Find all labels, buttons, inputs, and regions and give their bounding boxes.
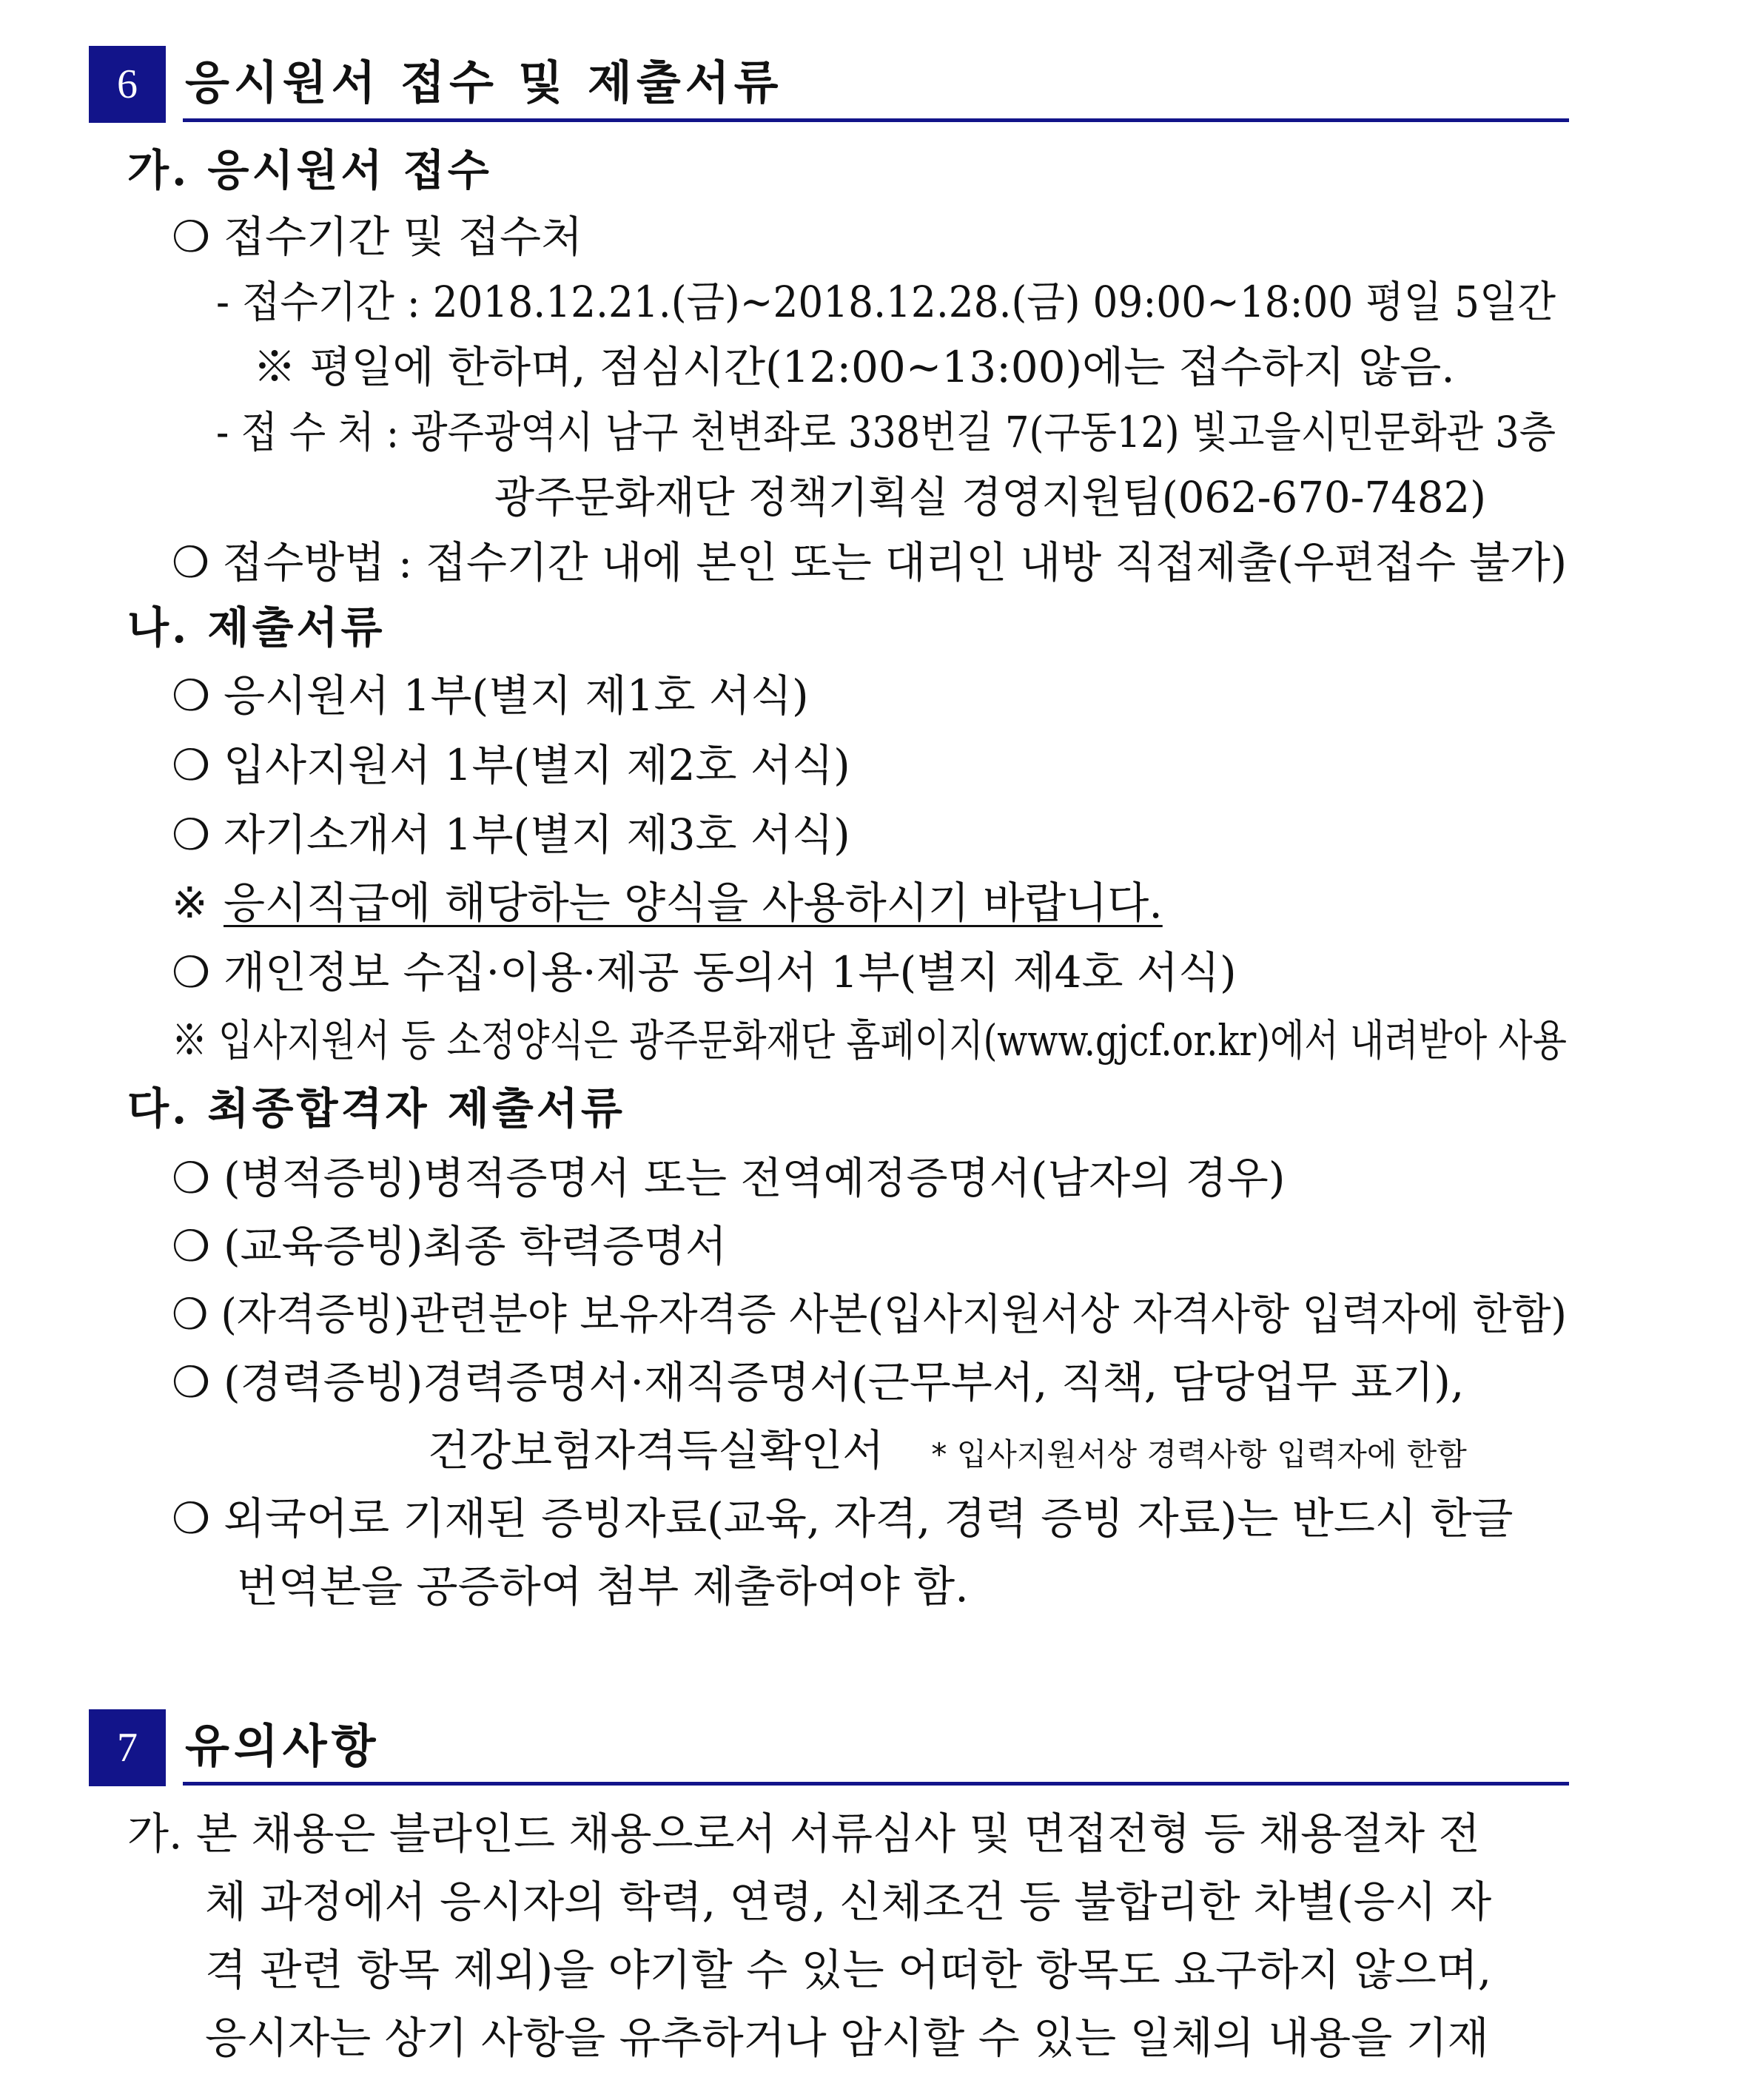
reception-period — [216, 272, 1674, 332]
list-item-continued: 번역본을 공증하여 첨부 제출하여야 함. — [237, 1561, 969, 1612]
section-rule — [183, 118, 1569, 122]
download-note — [172, 1011, 1740, 1070]
list-item-text: 입사지원서 1부(별지 제2호 서식) — [224, 740, 850, 790]
note-text: ※ 평일에 한하며, 점심시간(12:00~13:00)에는 접수하지 않음. — [253, 342, 1455, 392]
section-rule — [183, 1782, 1569, 1786]
paragraph-text: 체 과정에서 응시자의 학력, 연령, 신체조건 등 불합리한 차별(응시 자 — [205, 1877, 1492, 1927]
list-item-text: (병적증빙)병적증명서 또는 전역예정증명서(남자의 경우) — [224, 1153, 1286, 1203]
reception-period-text: - 접수기간 : 2018.12.21.(금)~2018.12.28.(금) 09:00~18:00 평일 5일간 — [216, 277, 1556, 327]
paragraph-text: 격 관련 항목 제외)을 야기할 수 있는 어떠한 항목도 요구하지 않으며, — [205, 1945, 1492, 1995]
list-item-text: (자격증빙)관련분야 보유자격증 사본(입사지원서상 자격사항 입력자에 한함) — [221, 1289, 1568, 1339]
list-item — [172, 1489, 1513, 1548]
list-item-text: (경력증빙)경력증명서·재직증명서(근무부서, 직책, 담당업무 표기), — [224, 1357, 1465, 1407]
list-item-text: 개인정보 수집·이용·제공 동의서 1부(별지 제4호 서식) — [224, 947, 1237, 997]
list-item-text: 자기소개서 1부(별지 제3호 서식) — [224, 810, 850, 860]
notice-paragraph-line — [205, 1872, 1491, 1931]
bullet-icon: ❍ — [172, 740, 210, 790]
bullet-icon: ❍ — [172, 1289, 209, 1339]
section-7-header — [89, 1709, 1569, 1786]
bullet-icon: ❍ — [172, 947, 210, 997]
form-note — [172, 873, 1163, 932]
bullet-icon: ❍ — [172, 1221, 210, 1271]
section-number-badge: 6 — [89, 46, 166, 123]
note-icon: ※ — [172, 878, 208, 928]
career-note: * 입사지원서상 경력사항 입력자에 한함 — [931, 1436, 1467, 1473]
section-title: 응시원서 접수 및 제출서류 — [185, 55, 783, 110]
paragraph-text: 응시자는 상기 사항을 유추하거나 암시할 수 있는 일체의 내용을 기재 — [205, 2013, 1489, 2063]
list-item-cont-text: 건강보험자격득실확인서 — [428, 1425, 884, 1475]
section-title: 유의사항 — [185, 1719, 380, 1773]
list-item — [172, 943, 1237, 1002]
list-item — [172, 666, 809, 725]
reception-place-cont-text: 광주문화재단 정책기획실 경영지원팀(062-670-7482) — [494, 472, 1486, 522]
paragraph-text: 가. 본 채용은 블라인드 채용으로서 서류심사 및 면접전형 등 채용절차 전 — [127, 1808, 1480, 1859]
list-item — [172, 1285, 1645, 1344]
reception-place — [216, 403, 1739, 462]
bullet-icon: ❍ — [172, 1357, 210, 1407]
notice-paragraph-line — [205, 2008, 1489, 2067]
section-6-header — [89, 46, 1569, 123]
list-item — [172, 533, 1597, 592]
bullet-icon: ❍ — [172, 212, 210, 262]
reception-place-continued — [494, 468, 1521, 527]
list-item — [172, 207, 582, 266]
notice-paragraph-line — [205, 1940, 1491, 1999]
list-item — [172, 805, 850, 864]
list-item-text: 외국어로 기재된 증빙자료(교육, 자격, 경력 증빙 자료)는 반드시 한글 — [224, 1493, 1514, 1544]
bullet-icon: ❍ — [172, 1493, 210, 1544]
bullet-icon: ❍ — [172, 1153, 210, 1203]
reception-place-text: - 접 수 처 : 광주광역시 남구 천변좌로 338번길 7(구동12) 빛고을시민문화관 3층 — [216, 407, 1556, 457]
list-item — [172, 1353, 1464, 1412]
reception-period-note — [253, 337, 1455, 397]
download-note-text: ※ 입사지원서 등 소정양식은 광주문화재단 홈페이지(www.gjcf.or.kr)에서 내려받아 사용 — [172, 1015, 1567, 1066]
list-item — [172, 1148, 1285, 1208]
list-item-continued — [428, 1421, 1467, 1484]
notice-paragraph-line — [127, 1804, 1480, 1863]
list-item — [172, 1216, 727, 1276]
list-item-text: 응시원서 1부(별지 제1호 서식) — [224, 670, 809, 721]
subheading-na: 나. 제출서류 — [127, 602, 386, 653]
list-item-text: (교육증빙)최종 학력증명서 — [224, 1221, 728, 1271]
subheading-da: 다. 최종합격자 제출서류 — [127, 1083, 625, 1134]
list-item — [172, 736, 850, 795]
list-item-text: 접수방법 : 접수기간 내에 본인 또는 대리인 내방 직접제출(우편접수 불가) — [222, 537, 1567, 588]
form-note-text: 응시직급에 해당하는 양식을 사용하시기 바랍니다. — [224, 878, 1163, 928]
bullet-icon: ❍ — [172, 670, 210, 721]
bullet-icon: ❍ — [172, 537, 209, 588]
bullet-icon: ❍ — [172, 810, 210, 860]
list-item-text: 접수기간 및 접수처 — [224, 212, 583, 262]
subheading-ga: 가. 응시원서 접수 — [127, 145, 492, 195]
section-number-badge: 7 — [89, 1709, 166, 1786]
